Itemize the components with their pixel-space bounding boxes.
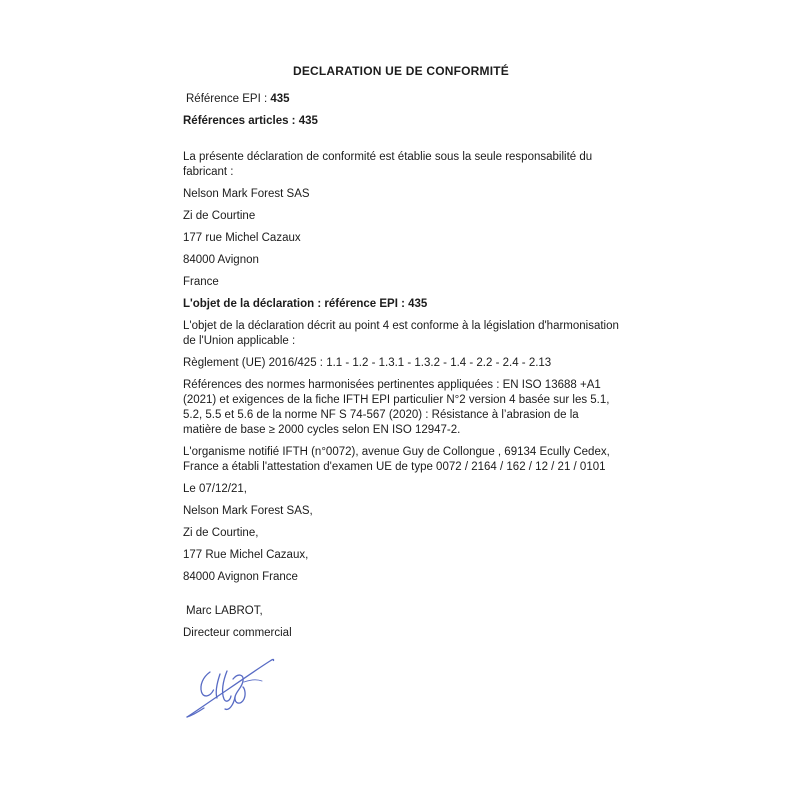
- document-title: DECLARATION UE DE CONFORMITÉ: [292, 64, 510, 78]
- address-line: Nelson Mark Forest SAS,: [183, 505, 313, 517]
- manufacturer-address-line: France: [183, 276, 219, 288]
- object-heading: L'objet de la déclaration : référence EPI : 435: [183, 298, 428, 310]
- manufacturer-name: Nelson Mark Forest SAS: [183, 188, 310, 200]
- signature-stroke: [223, 671, 231, 701]
- manufacturer-address-line: 84000 Avignon: [183, 254, 259, 266]
- signature-stroke: [187, 708, 204, 717]
- intro-paragraph: La présente déclaration de conformité est établie sous la seule responsabilité du fabricant :: [183, 151, 593, 178]
- handwritten-signature: [183, 651, 278, 723]
- signature-image: [183, 651, 278, 723]
- object-paragraph: L'objet de la déclaration décrit au point 4 est conforme à la législation d'harmonisation de l'Union applicable :: [183, 320, 619, 347]
- address-line: 177 Rue Michel Cazaux,: [183, 549, 309, 561]
- date-line: Le 07/12/21,: [183, 483, 247, 495]
- address-line: Zi de Courtine,: [183, 527, 259, 539]
- reference-epi-line: [183, 92, 619, 107]
- reference-epi-value: 435: [270, 93, 290, 105]
- signatory-title: Directeur commercial: [183, 627, 292, 639]
- signature-stroke: [244, 680, 262, 682]
- signatory-name: Marc LABROT,: [186, 605, 263, 617]
- standards-paragraph: Références des normes harmonisées pertinentes appliquées : EN ISO 13688 +A1 (2021) et exigences de la fiche IFTH EPI particulier N°2 version 4 basée sur les 5.1, 5.2, 5.5 et 5.6 de la norme NF S 74-567 (2020) : Résistance à l’abrasion de la matière de base ≥ 2000 cycles selon EN ISO 12947-2.: [183, 379, 610, 436]
- regulation-line: Règlement (UE) 2016/425 : 1.1 - 1.2 - 1.3.1 - 1.3.2 - 1.4 - 2.2 - 2.4 - 2.13: [183, 357, 552, 369]
- manufacturer-address-line: 177 rue Michel Cazaux: [183, 232, 301, 244]
- signature-stroke: [201, 672, 214, 696]
- manufacturer-address-line: Zi de Courtine: [183, 210, 256, 222]
- notified-body-paragraph: L'organisme notifié IFTH (n°0072), avenue Guy de Collongue , 69134 Ecully Cedex, France a établi l'attestation d'examen UE de type 0072 / 2164 / 162 / 12 / 21 / 0101: [183, 446, 610, 473]
- reference-epi-label: Référence EPI :: [186, 93, 271, 105]
- references-articles-line: Références articles : 435: [183, 115, 318, 127]
- address-line: 84000 Avignon France: [183, 571, 298, 583]
- blank-line: [183, 136, 619, 150]
- blank-line: [183, 592, 619, 604]
